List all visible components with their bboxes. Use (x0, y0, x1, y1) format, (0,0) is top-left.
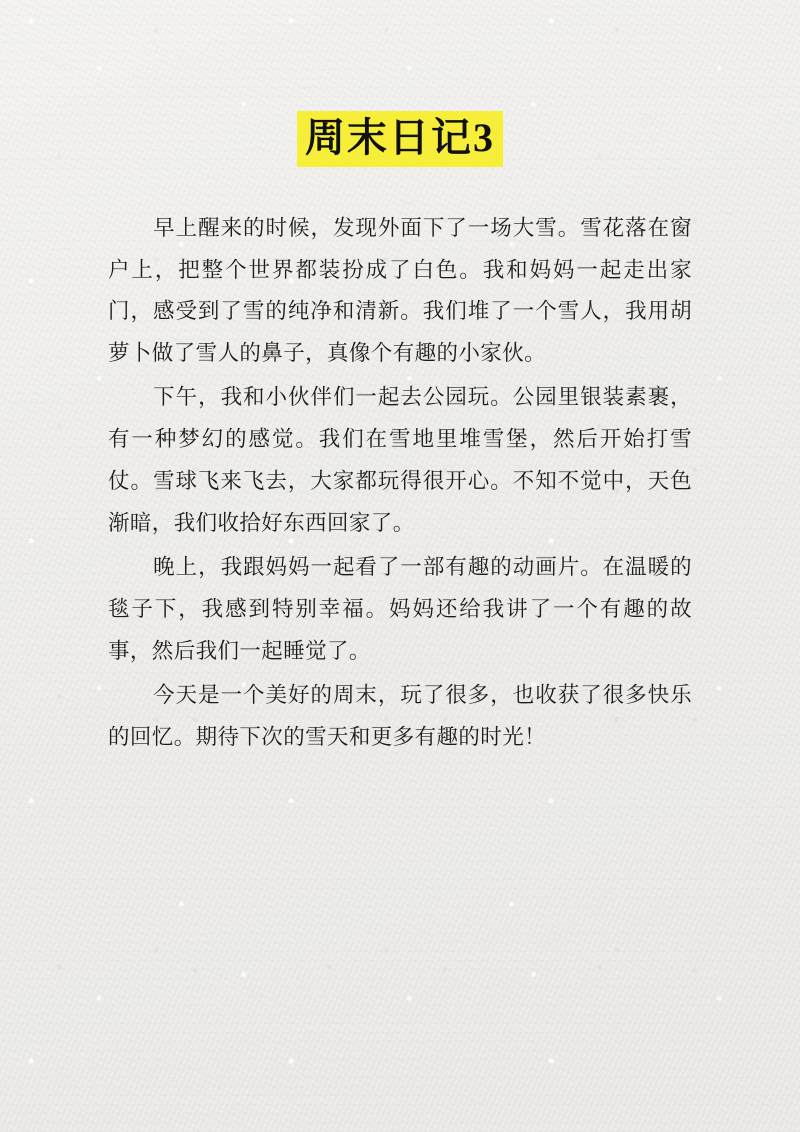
paragraph-1: 早上醒来的时候，发现外面下了一场大雪。雪花落在窗户上，把整个世界都装扮成了白色。我和妈妈一起走出家门，感受到了雪的纯净和清新。我们堆了一个雪人，我用胡萝卜做了雪人的鼻子，真像个有趣的小家伙。 (108, 215, 692, 366)
page-title: 周末日记3 (297, 111, 503, 167)
page-title-container (108, 84, 692, 194)
paragraph-4: 今天是一个美好的周末，玩了很多，也收获了很多快乐的回忆。期待下次的雪天和更多有趣的时光！ (108, 682, 692, 749)
paragraph-2: 下午，我和小伙伴们一起去公园玩。公园里银装素裹，有一种梦幻的感觉。我们在雪地里堆雪堡，然后开始打雪仗。雪球飞来飞去，大家都玩得很开心。不知不觉中，天色渐暗，我们收拾好东西回家了。 (108, 385, 692, 536)
paragraph-3: 晚上，我跟妈妈一起看了一部有趣的动画片。在温暖的毯子下，我感到特别幸福。妈妈还给我讲了一个有趣的故事，然后我们一起睡觉了。 (108, 554, 692, 663)
